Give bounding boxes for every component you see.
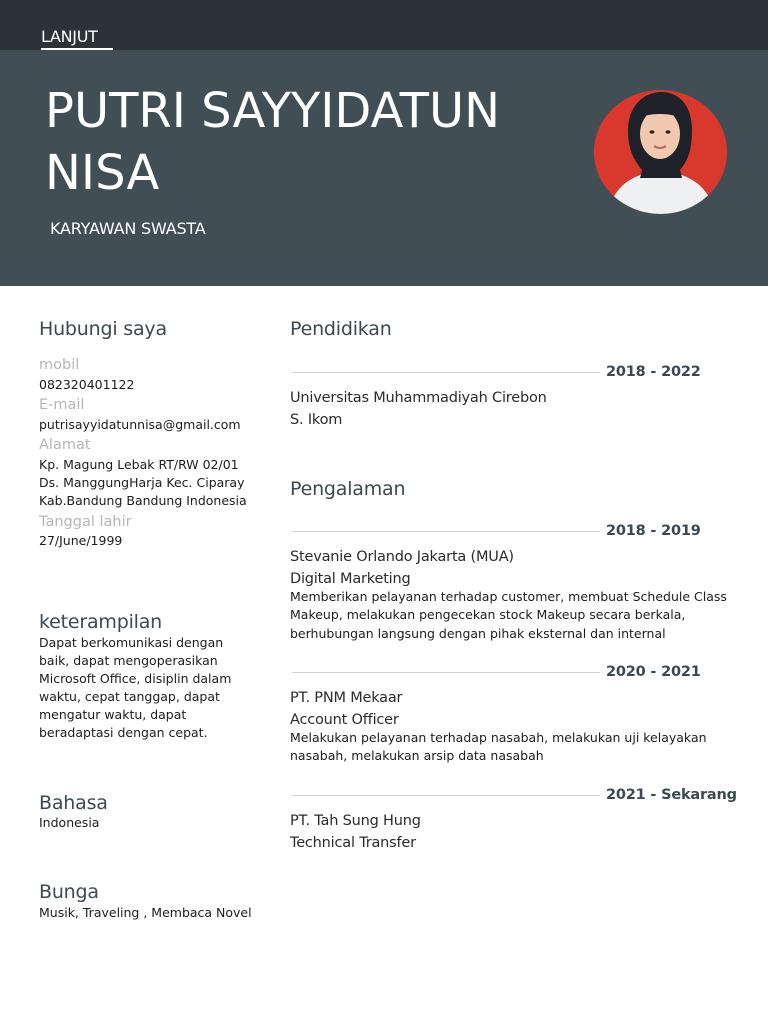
timeline-rule xyxy=(292,795,600,796)
skills-heading: keterampilan xyxy=(39,611,163,633)
contact-heading: Hubungi saya xyxy=(39,318,167,340)
mobile-label: mobil xyxy=(39,357,80,373)
language-value: Indonesia xyxy=(39,815,100,830)
profile-photo xyxy=(594,90,727,214)
dob-value: 27/June/1999 xyxy=(39,533,123,548)
experience-position: Digital Marketing xyxy=(290,571,411,587)
skills-line: beradaptasi dengan cepat. xyxy=(39,725,208,740)
address-label: Alamat xyxy=(39,437,91,453)
experience-date: 2021 - Sekarang xyxy=(606,787,737,803)
skills-line: Microsoft Office, disiplin dalam xyxy=(39,671,232,686)
experience-position: Account Officer xyxy=(290,712,399,728)
timeline-rule xyxy=(292,531,600,532)
dob-label: Tanggal lahir xyxy=(39,514,132,530)
experience-heading: Pengalaman xyxy=(290,478,406,500)
experience-description-line: nasabah, melakukan arsip data nasabah xyxy=(290,748,544,763)
address-line: Kp. Magung Lebak RT/RW 02/01 xyxy=(39,457,239,472)
profile-photo-illustration xyxy=(594,90,727,214)
email-value: putrisayyidatunnisa@gmail.com xyxy=(39,417,241,432)
address-line: Kab.Bandung Bandung Indonesia xyxy=(39,493,247,508)
skills-line: waktu, cepat tanggap, dapat xyxy=(39,689,220,704)
mobile-value: 082320401122 xyxy=(39,377,135,392)
profile-name: PUTRI SAYYIDATUN NISA xyxy=(45,83,501,201)
experience-position: Technical Transfer xyxy=(290,835,416,851)
experience-company: Stevanie Orlando Jakarta (MUA) xyxy=(290,549,514,565)
next-link[interactable]: LANJUT xyxy=(41,27,98,46)
experience-company: PT. Tah Sung Hung xyxy=(290,813,421,829)
email-label: E-mail xyxy=(39,397,85,413)
education-heading: Pendidikan xyxy=(290,318,392,340)
experience-company: PT. PNM Mekaar xyxy=(290,690,403,706)
experience-description-line: Melakukan pelayanan terhadap nasabah, melakukan uji kelayakan xyxy=(290,730,707,745)
experience-description-line: Memberikan pelayanan terhadap customer, membuat Schedule Class xyxy=(290,589,727,604)
education-date: 2018 - 2022 xyxy=(606,364,701,380)
skills-line: baik, dapat mengoperasikan xyxy=(39,653,218,668)
interests-value: Musik, Traveling , Membaca Novel xyxy=(39,905,252,920)
top-bar xyxy=(0,0,768,50)
experience-date: 2018 - 2019 xyxy=(606,523,701,539)
experience-date: 2020 - 2021 xyxy=(606,664,701,680)
education-school: Universitas Muhammadiyah Cirebon xyxy=(290,390,547,406)
interests-heading: Bunga xyxy=(39,881,99,903)
timeline-rule xyxy=(292,372,600,373)
address-line: Ds. ManggungHarja Kec. Ciparay xyxy=(39,475,245,490)
language-heading: Bahasa xyxy=(39,792,108,814)
skills-line: mengatur waktu, dapat xyxy=(39,707,187,722)
experience-description-line: berhubungan langsung dengan pihak eksternal dan internal xyxy=(290,626,666,641)
profile-role: KARYAWAN SWASTA xyxy=(50,219,206,238)
skills-line: Dapat berkomunikasi dengan xyxy=(39,635,224,650)
experience-description-line: Makeup, melakukan pengecekan stock Makeup secara berkala, xyxy=(290,607,686,622)
timeline-rule xyxy=(292,672,600,673)
education-degree: S. Ikom xyxy=(290,412,343,428)
